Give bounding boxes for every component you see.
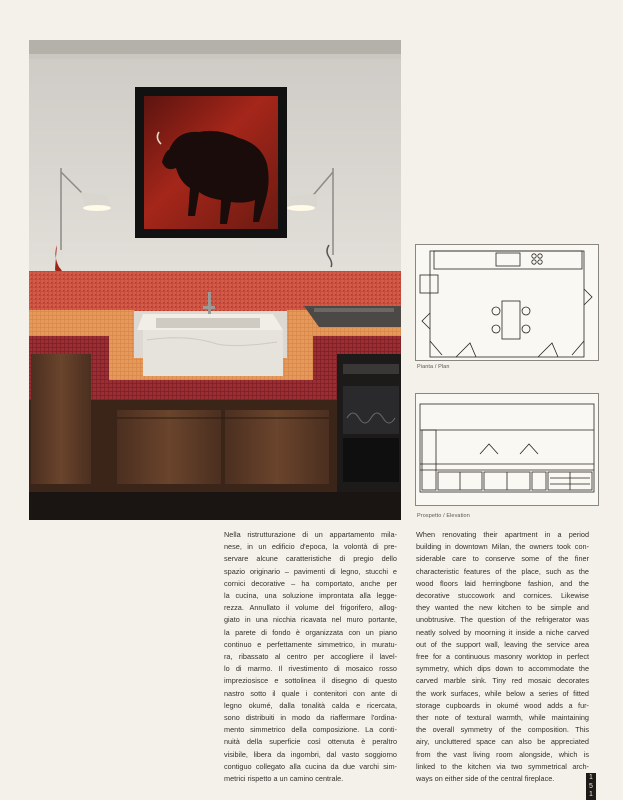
english-text-line: they wanted the new kitchen to be simple and xyxy=(416,603,589,613)
italian-text-line: Nella ristrutturazione di un appartamento mila- xyxy=(224,530,397,539)
english-text-line: airy, uncluttered space can also be appreciated xyxy=(416,737,589,747)
page-number xyxy=(586,773,596,800)
italian-text-column xyxy=(224,529,397,785)
english-text-line: characteristic features of the place, such as the xyxy=(416,566,589,576)
page-number-digit: 5 xyxy=(589,782,593,790)
english-text-line: ways on either side of the central fireplace. xyxy=(416,774,555,784)
italian-text-line: lo di marmo. Il rivestimento di mosaico rosso xyxy=(224,664,397,674)
italian-text-line: impreziosisce e sottolinea il disegno di questo xyxy=(224,676,397,686)
italian-text-line: nese, in un edificio d'epoca, la volontà di pre- xyxy=(224,542,397,552)
kitchen-photo-illustration xyxy=(29,40,401,520)
floor-plan-illustration xyxy=(416,245,598,360)
italian-text-line: mento simmetrico della composizione. La conti- xyxy=(224,725,397,735)
english-text-line: decorative stuccowork and cornices. Likewise xyxy=(416,591,589,601)
italian-text-line: sono distribuiti in modo da riaffermare l'ordina- xyxy=(224,713,397,723)
italian-text-line: visibile, libera da ingombri, dal vasto soggiorno xyxy=(224,749,397,759)
italian-text-line: la parete di fondo è organizzata con un piano xyxy=(224,627,397,637)
italian-text-line: la cucina, una soluzione improntata alla legge- xyxy=(224,591,397,601)
italian-text-line: spazio originario – pavimenti di legno, stucchi e xyxy=(224,566,397,576)
italian-text-line: contiguo collegato alla cucina da due varchi sim- xyxy=(224,761,397,771)
elevation-drawing xyxy=(415,393,599,506)
english-text-line: When renovating their apartment in a period xyxy=(416,530,589,539)
kitchen-photo xyxy=(29,40,401,520)
english-text-column xyxy=(416,529,589,785)
italian-text-line: nuità della superficie così ottenuta è peraltro xyxy=(224,737,397,747)
italian-text-line: ra, ribassato al centro per accogliere il lavel- xyxy=(224,652,397,662)
italian-text-line: metrici rispetto a un camino centrale. xyxy=(224,774,344,784)
english-text-line: building in downtown Milan, the owners took con- xyxy=(416,542,589,552)
italian-text-line: legno okumé, dalla tonalità calda e ricercata, xyxy=(224,700,397,710)
italian-text-line: giato in una nicchia ricavata nel muro portante, xyxy=(224,615,397,625)
english-text-line: symmetry, which dips down to accommodate the xyxy=(416,664,589,674)
italian-text-line: rezza. Annullato il volume del frigorifero, allog- xyxy=(224,603,397,613)
english-text-line: unobtrusive. The question of the refrigerator was xyxy=(416,615,589,625)
english-text-line: siderable care to conserve some of the finer xyxy=(416,554,589,564)
italian-text-line: nastro sotto il quale i contenitori con ante di xyxy=(224,688,397,698)
italian-text-line: servare alcune caratteristiche di pregio dello xyxy=(224,554,397,564)
english-text-line: free for a continuous masonry worktop in perfect xyxy=(416,652,589,662)
english-text-line: ther note of textural warmth, while maintaining xyxy=(416,713,589,723)
english-text-line: the work surfaces, while below a series of fitted xyxy=(416,688,589,698)
italian-text-line: cornici decorative – ha comportato, anche per xyxy=(224,578,397,588)
english-text-line: the overall symmetry of the composition. This xyxy=(416,725,589,735)
page-number-digit: 1 xyxy=(589,774,593,781)
floor-plan-drawing xyxy=(415,244,599,361)
elevation-caption: Prospetto / Elevation xyxy=(417,513,470,519)
english-text-line: out of the support wall, leaving the service area xyxy=(416,639,589,649)
english-text-line: wood floors laid herringbone fashion, and the xyxy=(416,578,589,588)
english-text-line: carved marble sink. Tiny red mosaic decorates xyxy=(416,676,589,686)
plan-caption: Pianta / Plan xyxy=(417,364,450,370)
english-text-line: neatly solved by moorning it inside a niche carved xyxy=(416,627,589,637)
english-text-line: from the vast living room alongside, which is xyxy=(416,749,589,759)
page-number-digit: 1 xyxy=(589,791,593,798)
elevation-illustration xyxy=(416,394,598,505)
italian-text-line: continuo e perfettamente simmetrico, in muratu- xyxy=(224,639,397,649)
english-text-line: storage cupboards in okumé wood adds a fur- xyxy=(416,700,589,710)
english-text-line: linked to the kitchen via two symmetrical arch- xyxy=(416,761,589,771)
